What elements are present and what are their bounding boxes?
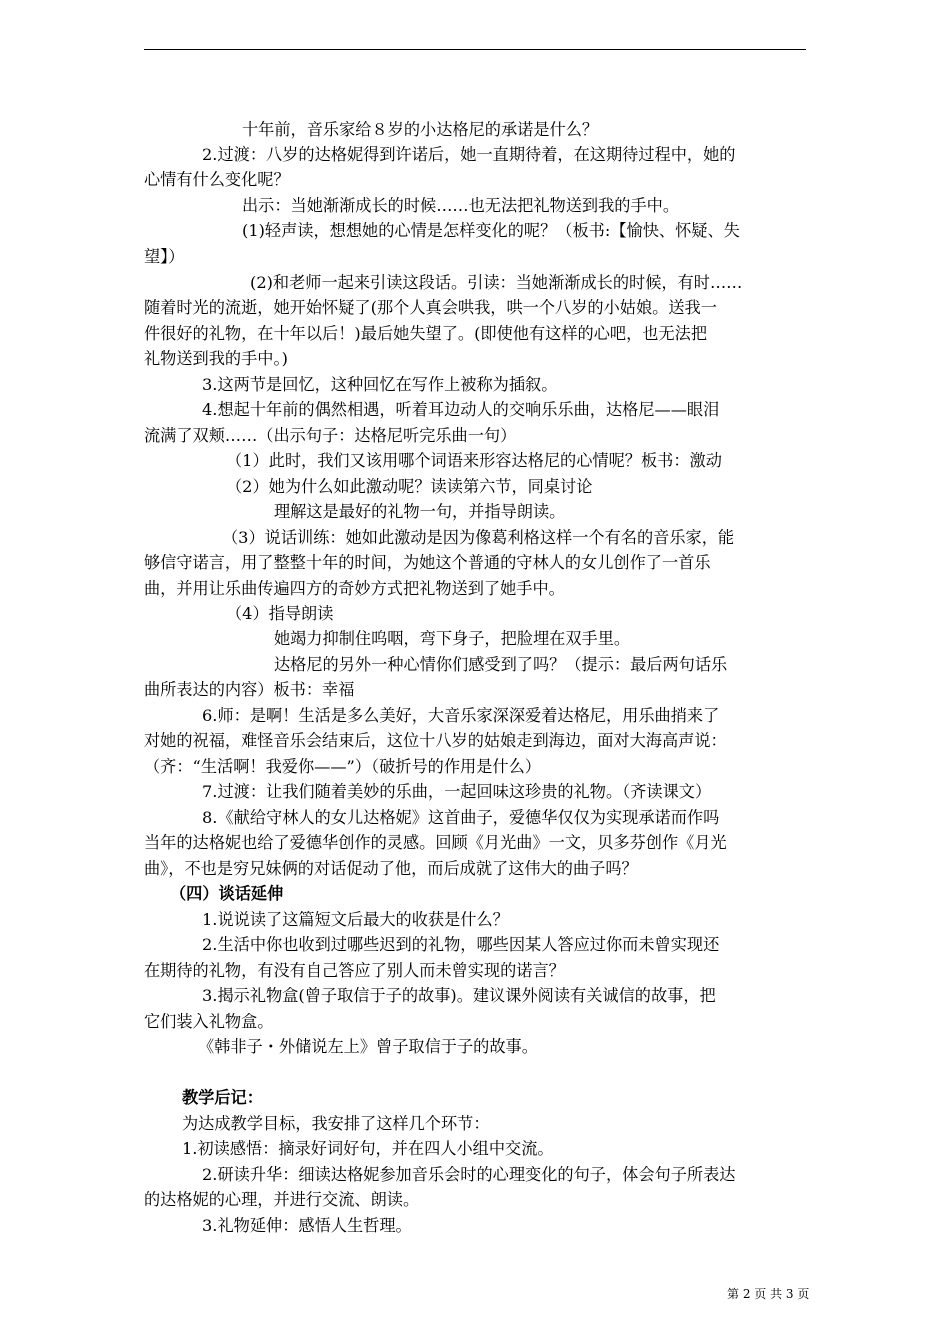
text-line: 够信守诺言，用了整整十年的时间，为她这个普通的守林人的女儿创作了一首乐 xyxy=(144,553,711,572)
text-line: （2）她为什么如此激动呢？读读第六节，同桌讨论 xyxy=(226,477,593,496)
text-line: 7.过渡：让我们随着美妙的乐曲，一起回味这珍贵的礼物。（齐读课文） xyxy=(202,782,712,801)
text-line: 出示：当她渐渐成长的时候……也无法把礼物送到我的手中。 xyxy=(242,196,680,215)
text-line: 流满了双颊……（出示句子：达格尼听完乐曲一句） xyxy=(144,426,517,445)
text-line: 理解这是最好的礼物一句，并指导朗读。 xyxy=(274,502,566,521)
text-line: 《韩非子・外储说左上》曾子取信于子的故事。 xyxy=(198,1037,538,1056)
page-number: 第 2 页 共 3 页 xyxy=(727,1287,810,1301)
text-line: 曲所表达的内容）板书：幸福 xyxy=(144,680,355,699)
text-line: （齐：“生活啊！我爱你——”）（破折号的作用是什么） xyxy=(144,757,541,776)
text-line: 6.师：是啊！生活是多么美好，大音乐家深深爱着达格尼，用乐曲捎来了 xyxy=(202,706,720,725)
text-line: （4）指导朗读 xyxy=(226,604,334,623)
text-line: 曲》，不也是穷兄妹俩的对话促动了他，而后成就了这伟大的曲子吗？ xyxy=(144,859,638,878)
text-line: 3.这两节是回忆，这种回忆在写作上被称为插叙。 xyxy=(202,375,558,394)
text-line: 的达格妮的心理，并进行交流、朗读。 xyxy=(144,1190,420,1209)
text-line: 2.研读升华：细读达格妮参加音乐会时的心理变化的句子，体会句子所表达 xyxy=(202,1165,736,1184)
text-line: 4.想起十年前的偶然相遇，听着耳边动人的交响乐乐曲，达格尼——眼泪 xyxy=(202,400,720,419)
text-line: 它们装入礼物盒。 xyxy=(144,1012,274,1031)
header-rule xyxy=(144,49,806,50)
section-heading: （四）谈话延伸 xyxy=(170,884,284,903)
text-line: (1)轻声读，想想她的心情是怎样变化的呢？（板书:【愉快、怀疑、失 xyxy=(242,221,740,240)
text-line: 随着时光的流逝，她开始怀疑了(那个人真会哄我，哄一个八岁的小姑娘。送我一 xyxy=(144,298,717,317)
text-line: 1.初读感悟：摘录好词好句，并在四人小组中交流。 xyxy=(182,1139,554,1158)
text-line: 2.过渡：八岁的达格妮得到许诺后，她一直期待着，在这期待过程中，她的 xyxy=(202,145,736,164)
text-line: 2.生活中你也收到过哪些迟到的礼物，哪些因某人答应过你而未曾实现还 xyxy=(202,935,720,954)
text-line: 礼物送到我的手中。) xyxy=(144,349,288,368)
text-line: （3）说话训练：她如此激动是因为像葛利格这样一个有名的音乐家，能 xyxy=(222,528,735,547)
text-line: 她竭力抑制住呜咽，弯下身子，把脸埋在双手里。 xyxy=(274,629,631,648)
text-line: 件很好的礼物，在十年以后！)最后她失望了。(即使他有这样的心吧，也无法把 xyxy=(144,324,708,343)
text-line: (2)和老师一起来引读这段话。引读：当她渐渐成长的时候，有时…… xyxy=(250,273,743,292)
text-line: （1）此时，我们又该用哪个词语来形容达格尼的心情呢？板书：激动 xyxy=(226,451,722,470)
text-line: 望】） xyxy=(144,247,185,266)
text-line: 曲，并用让乐曲传遍四方的奇妙方式把礼物送到了她手中。 xyxy=(144,579,565,598)
text-line: 对她的祝福，难怪音乐会结束后，这位十八岁的姑娘走到海边，面对大海高声说： xyxy=(144,731,727,750)
text-line: 在期待的礼物，有没有自己答应了别人而未曾实现的诺言？ xyxy=(144,961,565,980)
text-line: 当年的达格妮也给了爱德华创作的灵感。回顾《月光曲》一文，贝多芬创作《月光 xyxy=(144,833,727,852)
text-line: 3.礼物延伸：感悟人生哲理。 xyxy=(202,1216,412,1235)
section-heading: 教学后记： xyxy=(182,1088,263,1107)
text-line: 8.《献给守林人的女儿达格妮》这首曲子，爱德华仅仅为实现承诺而作吗 xyxy=(202,808,720,827)
text-line: 达格尼的另外一种心情你们感受到了吗？（提示：最后两句话乐 xyxy=(274,655,728,674)
text-line: 1.说说读了这篇短文后最大的收获是什么？ xyxy=(202,910,509,929)
text-line: 为达成教学目标，我安排了这样几个环节： xyxy=(182,1114,490,1133)
text-line: 心情有什么变化呢？ xyxy=(144,170,290,189)
text-line: 3.揭示礼物盒(曾子取信于子的故事)。建议课外阅读有关诚信的故事，把 xyxy=(202,986,716,1005)
text-line: 十年前，音乐家给８岁的小达格尼的承诺是什么？ xyxy=(242,120,599,139)
